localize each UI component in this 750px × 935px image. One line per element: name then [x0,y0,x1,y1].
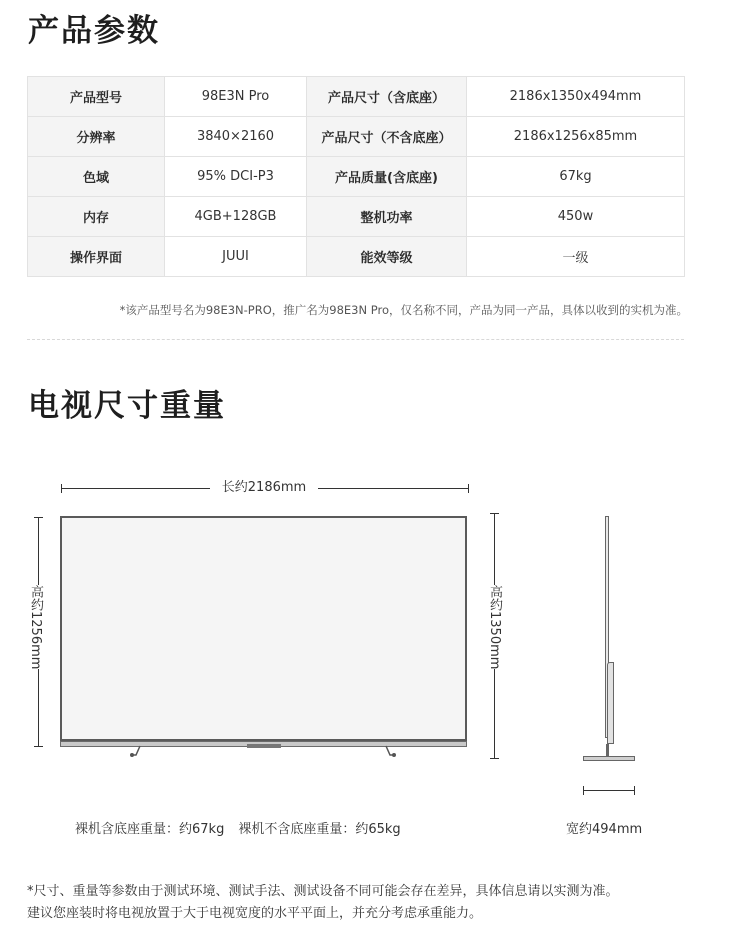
spec-table [27,76,685,277]
model-name-note: *该产品型号名为98E3N-PRO，推广名为98E3N Pro，仅名称不同，产品为同一产品，具体以收到的实机为准。 [119,303,688,317]
tv-side-stand-base [583,756,635,761]
spec-label: 操作界面 [28,237,165,277]
height-with-stand-label: 高约1350mm [487,585,502,670]
footnote [27,881,619,925]
params-section-title: 产品参数 [28,13,160,49]
height-no-stand-label: 高约1256mm [28,585,43,670]
spec-value: 3840×2160 [165,117,307,157]
spec-label: 色域 [28,157,165,197]
tv-right-foot [380,745,400,759]
dimension-tick [634,786,635,795]
dimension-tick [583,786,584,795]
dimension-tick [34,517,43,518]
spec-value: 98E3N Pro [165,77,307,117]
table-row [28,197,685,237]
footnote-line: *尺寸、重量等参数由于测试环境、测试手法、测试设备不同可能会存在差异，具体信息请以实测为准。 [27,884,619,899]
spec-value: 450w [467,197,685,237]
spec-label: 产品型号 [28,77,165,117]
dimension-tick [61,484,62,493]
dimension-tick [34,746,43,747]
dimension-tick [468,484,469,493]
weight-info [75,818,401,837]
tv-left-foot [128,745,148,759]
spec-value: 2186x1350x494mm [467,77,685,117]
dimension-tick [490,513,499,514]
section-divider [27,339,684,340]
spec-label: 产品尺寸（含底座） [307,77,467,117]
spec-label: 能效等级 [307,237,467,277]
table-row [28,237,685,277]
spec-value: 一级 [467,237,685,277]
spec-label: 内存 [28,197,165,237]
tv-front-screen [60,516,467,741]
table-row [28,157,685,197]
weight-with-stand: 裸机含底座重量：约67kg [75,822,225,837]
length-label: 长约2186mm [210,478,318,498]
spec-label: 整机功率 [307,197,467,237]
tv-side-body [607,662,614,744]
depth-dimension-line [583,790,635,791]
weight-without-stand: 裸机不含底座重量：约65kg [238,822,401,837]
spec-label: 产品尺寸（不含底座） [307,117,467,157]
spec-value: 95% DCI-P3 [165,157,307,197]
spec-value: 4GB+128GB [165,197,307,237]
dimension-tick [490,758,499,759]
footnote-line: 建议您座装时将电视放置于大于电视宽度的水平平面上，并充分考虑承重能力。 [27,906,483,921]
spec-value: 2186x1256x85mm [467,117,685,157]
spec-value: JUUI [165,237,307,277]
tv-center-logo [247,744,281,748]
table-row [28,77,685,117]
depth-label: 宽约494mm [566,822,643,837]
spec-label: 产品质量(含底座) [307,157,467,197]
spec-label: 分辨率 [28,117,165,157]
table-row [28,117,685,157]
size-section-title: 电视尺寸重量 [28,388,226,424]
spec-value: 67kg [467,157,685,197]
